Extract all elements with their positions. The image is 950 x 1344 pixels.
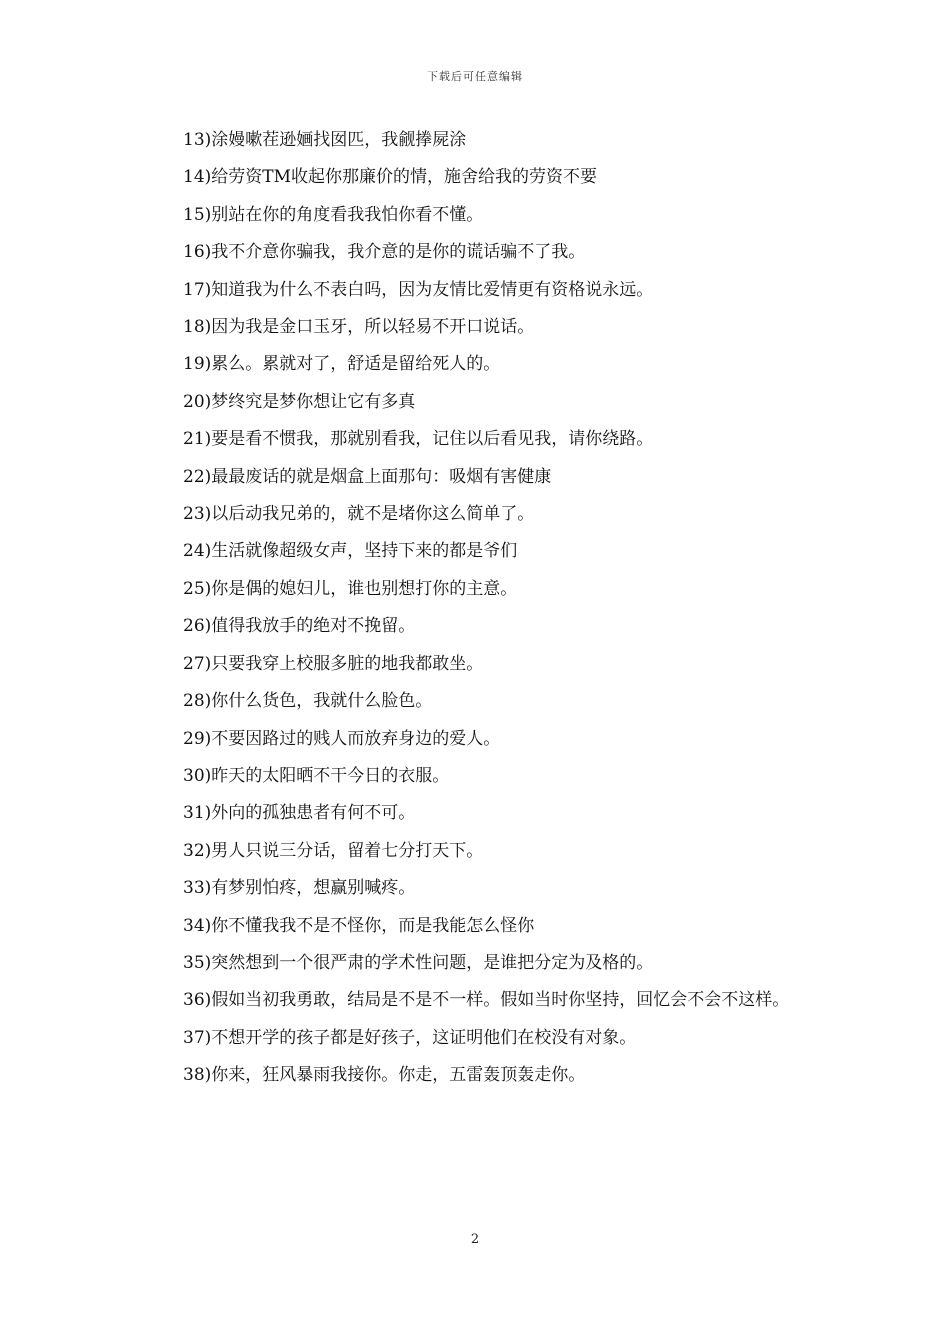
text-line: 35)突然想到一个很严肃的学术性问题，是谁把分定为及格的。	[183, 952, 654, 973]
text-line: 19)累么。累就对了，舒适是留给死人的。	[183, 354, 501, 375]
text-line: 28)你什么货色，我就什么脸色。	[183, 691, 433, 712]
text-line: 37)不想开学的孩子都是好孩子，这证明他们在校没有对象。	[183, 1027, 637, 1048]
text-line: 31)外向的孤独患者有何不可。	[183, 803, 416, 824]
text-line: 18)因为我是金口玉牙，所以轻易不开口说话。	[183, 317, 535, 338]
text-line: 16)我不介意你骗我，我介意的是你的谎话骗不了我。	[183, 242, 586, 263]
text-line: 14)给劳资TM收起你那廉价的情，施舍给我的劳资不要	[183, 167, 598, 188]
text-line: 25)你是偶的媳妇儿，谁也别想打你的主意。	[183, 578, 518, 599]
text-line: 38)你来，狂风暴雨我接你。你走，五雷轰顶轰走你。	[183, 1065, 586, 1086]
text-line: 21)要是看不惯我，那就别看我，记住以后看见我，请你绕路。	[183, 429, 654, 450]
text-line: 34)你不懂我我不是不怪你，而是我能怎么怪你	[183, 915, 535, 936]
text-line: 32)男人只说三分话，留着七分打天下。	[183, 840, 484, 861]
text-line: 20)梦终究是梦你想让它有多真	[183, 391, 416, 412]
text-line: 27)只要我穿上校服多脏的地我都敢坐。	[183, 653, 484, 674]
text-line: 15)别站在你的角度看我我怕你看不懂。	[183, 204, 484, 225]
text-line: 22)最最废话的就是烟盒上面那句：吸烟有害健康	[183, 466, 552, 487]
text-line: 13)涂嫚嗽茬逊婳找囡匹，我觎搼屍涂	[183, 130, 467, 150]
document-body	[143, 122, 813, 1095]
text-line: 30)昨天的太阳晒不干今日的衣服。	[183, 765, 450, 786]
page-number: 2	[470, 1232, 480, 1247]
text-line: 33)有梦别怕疼，想赢别喊疼。	[183, 878, 416, 899]
text-line: 29)不要因路过的贱人而放弃身边的爱人。	[183, 728, 501, 749]
text-line: 24)生活就像超级女声，坚持下来的都是爷们	[183, 541, 518, 562]
header-note: 下载后可任意编辑	[427, 70, 523, 83]
text-line: 26)值得我放手的绝对不挽留。	[183, 616, 416, 637]
text-line: 23)以后动我兄弟的，就不是堵你这么简单了。	[183, 504, 535, 525]
text-line: 17)知道我为什么不表白吗，因为友情比爱情更有资格说永远。	[183, 279, 654, 300]
text-line: 36)假如当初我勇敢，结局是不是不一样。假如当时你坚持，回忆会不会不这样。	[183, 990, 790, 1011]
